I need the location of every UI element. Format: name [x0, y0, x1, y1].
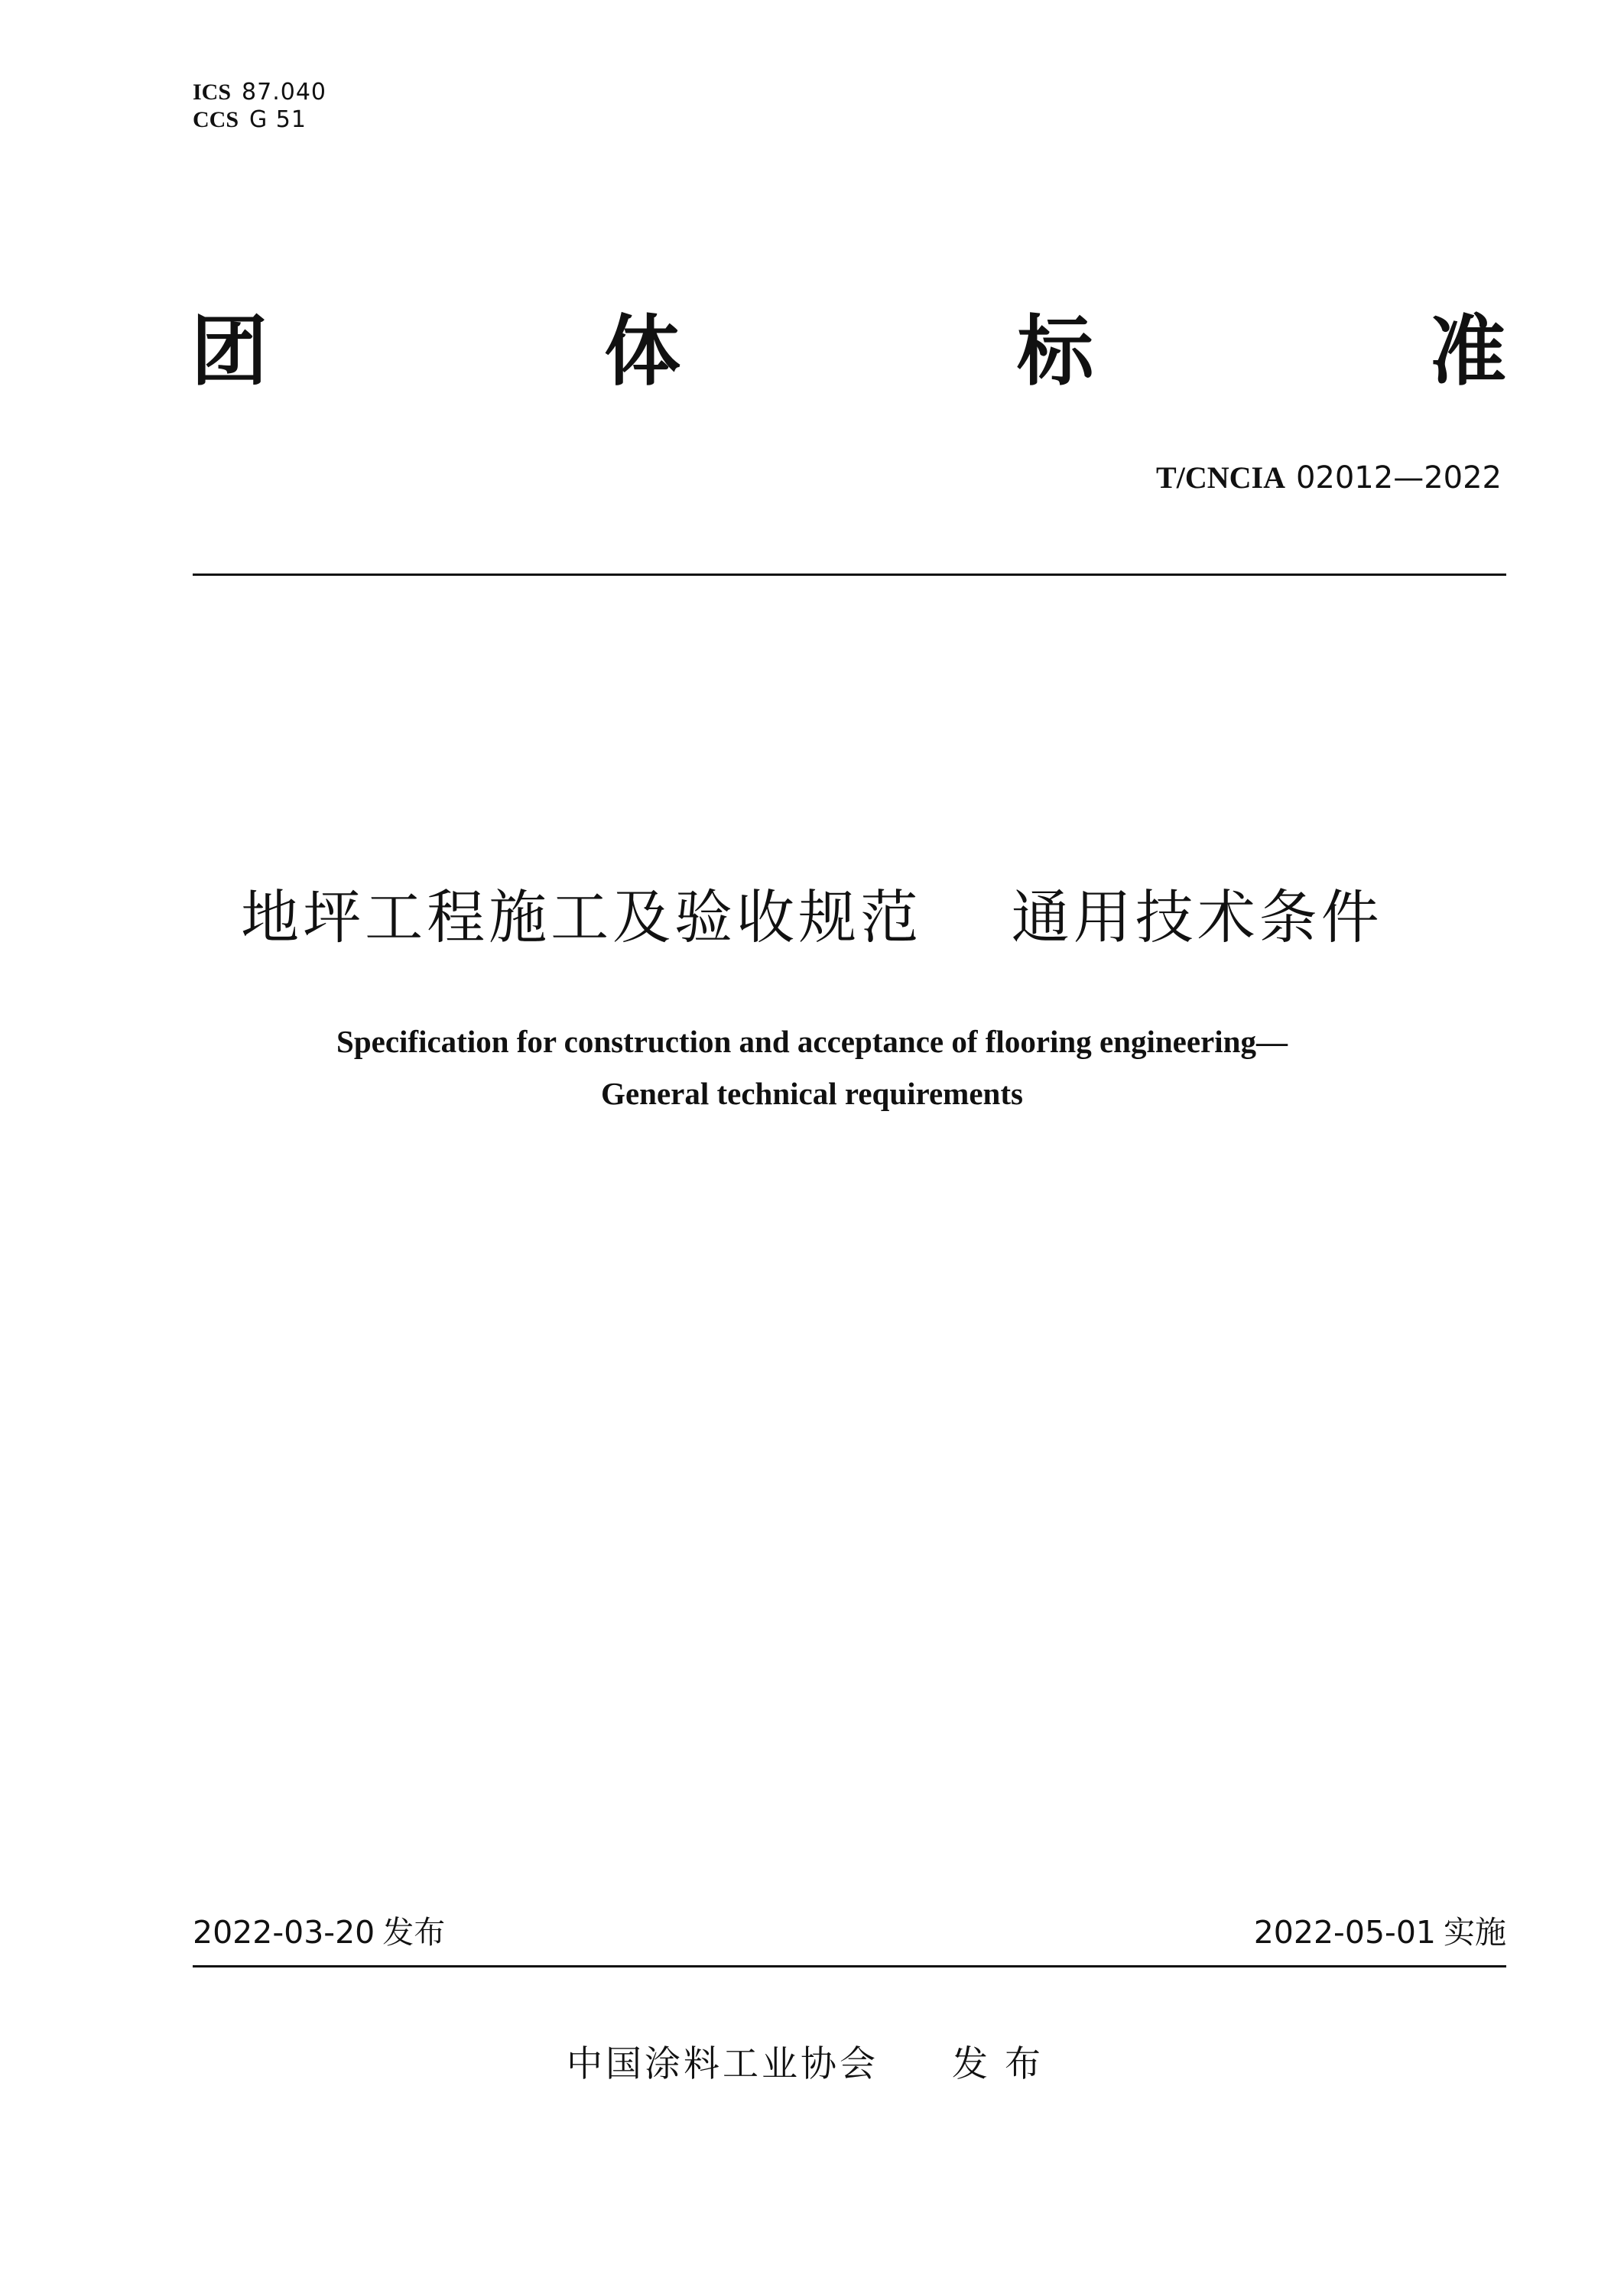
standard-type-char-2: 体: [604, 307, 680, 396]
english-title-line-2: General technical requirements: [601, 1076, 1023, 1111]
implementation-date-word: 实施: [1444, 1914, 1506, 1951]
chinese-title: 地坪工程施工及验收规范 通用技术条件: [241, 883, 1383, 951]
ics-label: ICS: [193, 80, 232, 105]
english-title-line-1: Specification for construction and acceptance of flooring engineering—: [336, 1024, 1288, 1059]
standard-number-prefix: T/CNCIA: [1156, 460, 1285, 495]
ics-classification: [193, 80, 326, 106]
publisher-action: 发布: [952, 2043, 1057, 2085]
bottom-divider: [193, 1965, 1506, 1967]
publisher-line: [0, 2042, 1624, 2088]
implementation-date-value: 2022-05-01: [1253, 1914, 1436, 1951]
standard-type-char-1: 团: [191, 307, 268, 396]
standard-type-char-4: 准: [1430, 307, 1506, 396]
implementation-date: [1254, 1912, 1506, 1953]
issue-date-word: 发布: [382, 1914, 446, 1951]
issue-date: [193, 1912, 445, 1953]
standard-number-code: 02012—2022: [1295, 460, 1502, 496]
issue-date-value: 2022-03-20: [193, 1914, 375, 1951]
standard-number: [1156, 459, 1502, 497]
ics-code: 87.040: [242, 79, 327, 106]
ccs-classification: [193, 107, 307, 133]
standard-type-char-3: 标: [1017, 307, 1093, 396]
top-divider: [193, 574, 1506, 576]
standard-type-heading: [191, 306, 1506, 398]
publisher-organization: 中国涂料工业协会: [567, 2043, 879, 2085]
ccs-label: CCS: [193, 107, 239, 132]
ccs-code: G 51: [249, 106, 307, 133]
